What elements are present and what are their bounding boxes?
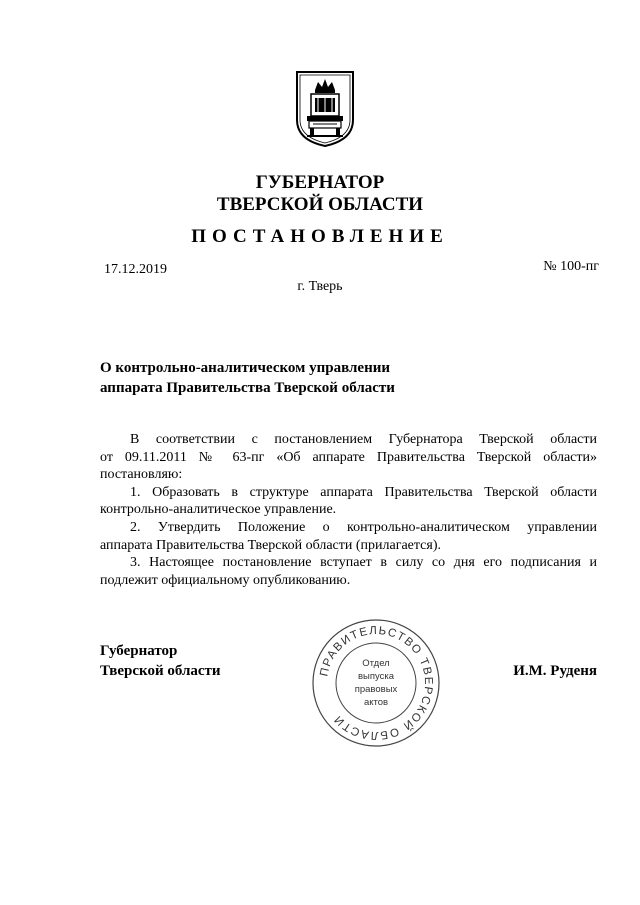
document-subject	[100, 358, 520, 398]
document-type: ПОСТАНОВЛЕНИЕ	[191, 226, 449, 247]
subject-line2: аппарата Правительства Тверской области	[100, 380, 395, 396]
stamp-line1: Отдел	[362, 658, 390, 669]
paragraph-4-line2: подлежит официальному опубликованию.	[100, 572, 351, 588]
signature-position-line1: Губернатор	[100, 643, 178, 659]
document-number: № 100-пг	[543, 259, 599, 274]
document-date: 17.12.2019	[104, 262, 167, 277]
header-title-line1: ГУБЕРНАТОР	[255, 172, 385, 193]
body-text	[100, 431, 597, 589]
stamp-line3: правовых	[354, 684, 398, 695]
paragraph-4-line1: 3. Настоящее постановление вступает в силу со дня его подписания и	[130, 555, 597, 571]
stamp-line4: актов	[363, 697, 389, 708]
stamp-line2: выпуска	[357, 671, 395, 682]
paragraph-1-line2: от 09.11.2011 № 63-пг «Об аппарате Правительства Тверской области»	[100, 449, 597, 465]
stamp-ring-text: ПРАВИТЕЛЬСТВО ТВЕРСКОЙ ОБЛАСТИ	[318, 624, 435, 742]
signature-position-line2: Тверской области	[100, 663, 221, 679]
paragraph-1-line3: постановляю:	[100, 467, 183, 483]
subject-line1: О контрольно-аналитическом управлении	[100, 360, 391, 376]
paragraph-2-line2: контрольно-аналитическое управление.	[100, 502, 337, 518]
paragraph-3-line1: 2. Утвердить Положение о контрольно-аналитическом управлении	[130, 519, 597, 535]
signatory-name: И.М. Руденя	[513, 663, 597, 679]
paragraph-1-line1: В соответствии с постановлением Губернатора Тверской области	[130, 432, 597, 447]
signature-position	[100, 641, 221, 681]
tver-coat-of-arms-icon	[291, 68, 359, 148]
official-stamp	[310, 617, 442, 749]
paragraph-3-line2: аппарата Правительства Тверской области (прилагается).	[100, 537, 441, 553]
document-city: г. Тверь	[297, 279, 343, 294]
header-title-line2: ТВЕРСКОЙ ОБЛАСТИ	[216, 194, 424, 215]
paragraph-2-line1: 1. Образовать в структуре аппарата Правительства Тверской области	[130, 484, 597, 500]
